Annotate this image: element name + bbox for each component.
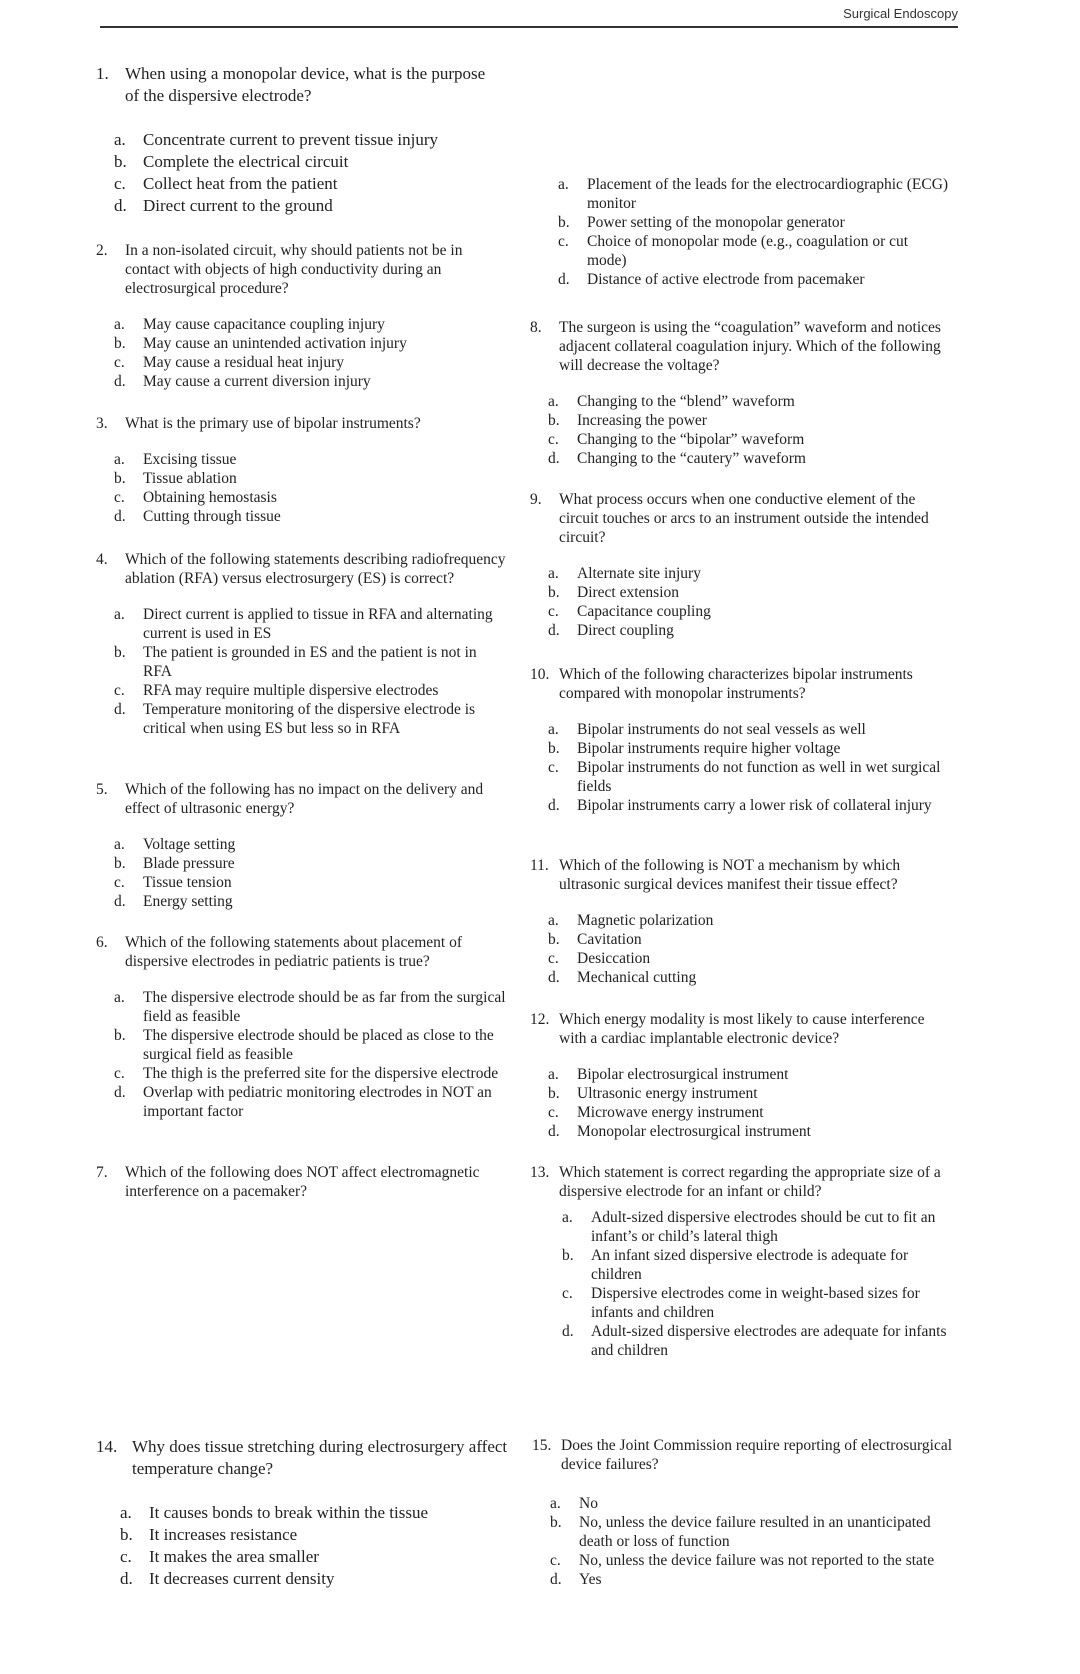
option: c. Obtaining hemostasis [114, 489, 277, 506]
option-list [548, 564, 950, 640]
option: b. May cause an unintended activation injury [114, 335, 407, 352]
option: b. Blade pressure [114, 855, 235, 872]
option: b. Direct extension [548, 584, 680, 601]
question-number: 2. [96, 242, 108, 259]
option: d. May cause a current diversion injury [114, 373, 371, 390]
option: c. Choice of monopolar mode (e.g., coagulation or cut mode) [558, 233, 909, 269]
option: c. It makes the area smaller [120, 1547, 319, 1566]
option-list [562, 1208, 950, 1360]
question-1 [96, 63, 496, 217]
option: d. Overlap with pediatric monitoring electrodes in NOT an important factor [114, 1084, 492, 1120]
option: a. Adult-sized dispersive electrodes should be cut to fit an infant’s or child’s lateral thigh [562, 1209, 936, 1245]
question-stem: When using a monopolar device, what is the purpose of the dispersive electrode? [125, 64, 486, 105]
question-number: 10. [530, 666, 550, 683]
option: c. Capacitance coupling [548, 603, 711, 620]
option: a. May cause capacitance coupling injury [114, 316, 385, 333]
question-number: 5. [96, 781, 108, 798]
question-7-options [540, 175, 950, 289]
option-list [114, 450, 506, 526]
question-number: 3. [96, 415, 108, 432]
question-stem: Which statement is correct regarding the appropriate size of a dispersive electrode for an infant or child? [559, 1164, 941, 1200]
option: b. No, unless the device failure resulted in an unanticipated death or loss of function [550, 1514, 931, 1550]
question-stem: Which of the following has no impact on the delivery and effect of ultrasonic energy? [125, 781, 484, 817]
option: c. May cause a residual heat injury [114, 354, 344, 371]
option: d. Changing to the “cautery” waveform [548, 450, 806, 467]
option: d. Bipolar instruments carry a lower risk of collateral injury [548, 797, 932, 814]
question-6 [96, 933, 506, 1121]
question-14 [96, 1436, 521, 1590]
option-list [114, 605, 506, 738]
option-list [114, 315, 506, 391]
question-number: 12. [530, 1011, 550, 1028]
question-stem: Why does tissue stretching during electrosurgery affect temperature change? [132, 1437, 508, 1478]
question-15 [532, 1436, 952, 1589]
question-number: 6. [96, 934, 108, 951]
option: d. Energy setting [114, 893, 233, 910]
question-stem: What is the primary use of bipolar instruments? [125, 415, 421, 432]
question-stem: Which of the following is NOT a mechanism by which ultrasonic surgical devices manifest their tissue effect? [559, 857, 901, 893]
question-number: 7. [96, 1164, 108, 1181]
option: a. Voltage setting [114, 836, 236, 853]
question-11 [530, 856, 950, 987]
option: c. Dispersive electrodes come in weight-based sizes for infants and children [562, 1285, 920, 1321]
question-7 [96, 1163, 506, 1201]
option: c. The thigh is the preferred site for the dispersive electrode [114, 1065, 499, 1082]
option: b. Ultrasonic energy instrument [548, 1085, 758, 1102]
option: d. Monopolar electrosurgical instrument [548, 1123, 811, 1140]
option: a. Bipolar electrosurgical instrument [548, 1066, 789, 1083]
option-list [114, 988, 506, 1121]
question-number: 8. [530, 319, 542, 336]
question-number: 13. [530, 1164, 550, 1181]
option: c. Desiccation [548, 950, 651, 967]
option: a. Changing to the “blend” waveform [548, 393, 795, 410]
question-stem: What process occurs when one conductive element of the circuit touches or arcs to an instrument outside the intended circuit? [559, 491, 929, 546]
option-list [548, 911, 950, 987]
option: a. Alternate site injury [548, 565, 701, 582]
question-number: 14. [96, 1437, 118, 1456]
option: b. Tissue ablation [114, 470, 237, 487]
option: b. The dispersive electrode should be placed as close to the surgical field as feasible [114, 1027, 494, 1063]
option: a. It causes bonds to break within the tissue [120, 1503, 429, 1522]
option: c. No, unless the device failure was not reported to the state [550, 1552, 935, 1569]
option: d. Direct current to the ground [114, 196, 333, 215]
option: d. Cutting through tissue [114, 508, 281, 525]
question-2 [96, 241, 506, 391]
question-12 [530, 1010, 950, 1141]
option-list [548, 1065, 950, 1141]
option: c. Changing to the “bipolar” waveform [548, 431, 805, 448]
question-stem: Does the Joint Commission require reporting of electrosurgical device failures? [561, 1437, 953, 1473]
question-4 [96, 550, 506, 738]
question-number: 4. [96, 551, 108, 568]
option: d. Mechanical cutting [548, 969, 697, 986]
question-5 [96, 780, 506, 911]
option: c. Microwave energy instrument [548, 1104, 764, 1121]
question-3 [96, 414, 506, 526]
option-list [114, 835, 506, 911]
question-number: 1. [96, 64, 109, 83]
option: d. Temperature monitoring of the dispersive electrode is critical when using ES but less so in RFA [114, 701, 476, 737]
option: c. Bipolar instruments do not function as well in wet surgical fields [548, 759, 941, 795]
header-rule [100, 26, 958, 28]
option: b. Bipolar instruments require higher voltage [548, 740, 841, 757]
question-stem: Which of the following does NOT affect electromagnetic interference on a pacemaker? [125, 1164, 480, 1200]
option: d. Distance of active electrode from pacemaker [558, 271, 865, 288]
option-list [550, 1494, 952, 1589]
option: b. Cavitation [548, 931, 642, 948]
option: a. Direct current is applied to tissue in RFA and alternating current is used in ES [114, 606, 493, 642]
question-10 [530, 665, 950, 815]
question-stem: Which of the following statements describing radiofrequency ablation (RFA) versus electrosurgery (ES) is correct? [125, 551, 506, 587]
option: b. It increases resistance [120, 1525, 298, 1544]
option: a. Placement of the leads for the electrocardiographic (ECG) monitor [558, 176, 949, 212]
option-list [548, 392, 950, 468]
option-list [548, 720, 950, 815]
option: a. Excising tissue [114, 451, 237, 468]
option: c. Collect heat from the patient [114, 174, 338, 193]
option: b. The patient is grounded in ES and the patient is not in RFA [114, 644, 477, 680]
running-title: Surgical Endoscopy [843, 6, 958, 21]
option: c. Tissue tension [114, 874, 232, 891]
option: b. Complete the electrical circuit [114, 152, 349, 171]
question-8 [530, 318, 950, 468]
option: d. Adult-sized dispersive electrodes are adequate for infants and children [562, 1323, 947, 1359]
question-stem: Which energy modality is most likely to cause interference with a cardiac implantable electronic device? [559, 1011, 925, 1047]
option: a. Bipolar instruments do not seal vessels as well [548, 721, 866, 738]
option: b. Increasing the power [548, 412, 707, 429]
option-list [114, 129, 496, 217]
option: a. Magnetic polarization [548, 912, 714, 929]
option: b. An infant sized dispersive electrode is adequate for children [562, 1247, 909, 1283]
question-stem: In a non-isolated circuit, why should patients not be in contact with objects of high conductivity during an electrosurgical procedure? [125, 242, 463, 297]
question-number: 9. [530, 491, 542, 508]
option: d. It decreases current density [120, 1569, 335, 1588]
question-number: 15. [532, 1437, 552, 1454]
question-9 [530, 490, 950, 640]
option: a. No [550, 1495, 598, 1512]
option: a. Concentrate current to prevent tissue injury [114, 130, 439, 149]
option: d. Yes [550, 1571, 602, 1588]
option: a. The dispersive electrode should be as far from the surgical field as feasible [114, 989, 506, 1025]
question-stem: Which of the following statements about placement of dispersive electrodes in pediatric patients is true? [125, 934, 463, 970]
question-number: 11. [530, 857, 549, 874]
option: c. RFA may require multiple dispersive electrodes [114, 682, 439, 699]
option-list [120, 1502, 521, 1590]
option-list [558, 175, 950, 289]
question-stem: Which of the following characterizes bipolar instruments compared with monopolar instruments? [559, 666, 913, 702]
question-13 [530, 1163, 950, 1360]
option: d. Direct coupling [548, 622, 674, 639]
question-stem: The surgeon is using the “coagulation” waveform and notices adjacent collateral coagulation injury. Which of the following will decrease the voltage? [559, 319, 941, 374]
option: b. Power setting of the monopolar generator [558, 214, 845, 231]
